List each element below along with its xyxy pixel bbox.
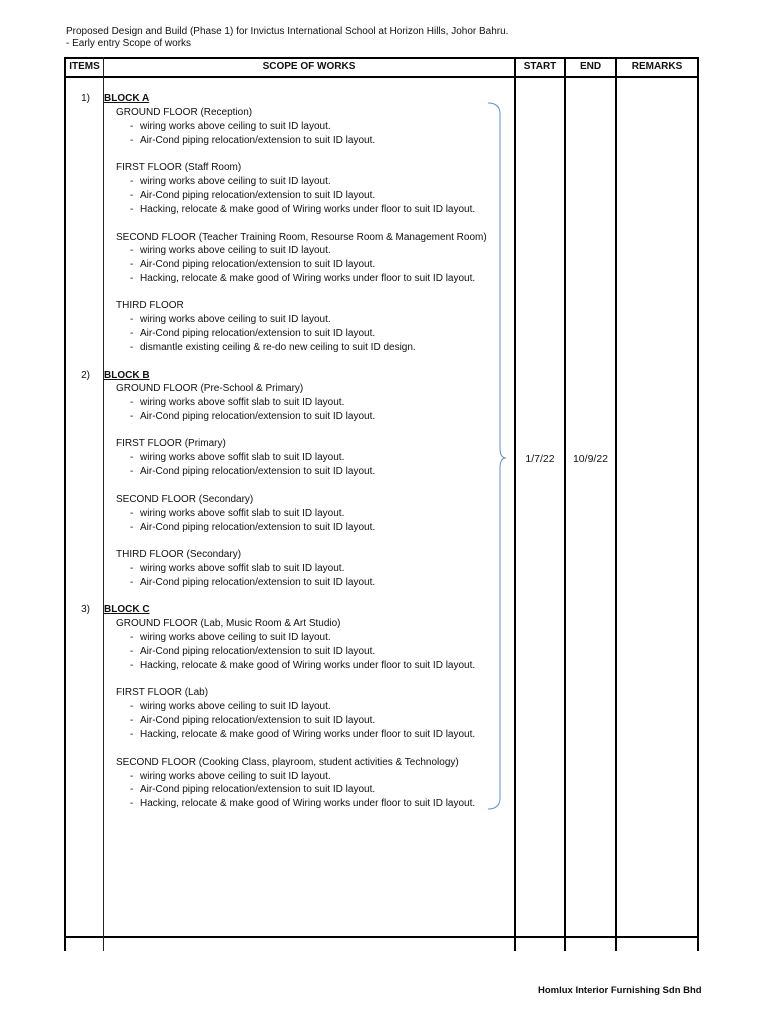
table-left-border (64, 57, 66, 951)
items-col-divider (103, 57, 104, 951)
floor-title: GROUND FLOOR (Lab, Music Room & Art Studio) (116, 618, 341, 629)
work-item: - Air-Cond piping relocation/extension to suit ID layout. (130, 715, 376, 726)
col-header-end: END (579, 61, 602, 72)
bullet-dash: - (130, 798, 134, 809)
floor-title: SECOND FLOOR (Secondary) (116, 494, 254, 505)
bullet-dash: - (130, 646, 134, 657)
bullet-dash: - (130, 701, 134, 712)
bullet-dash: - (130, 204, 134, 215)
bullet-dash: - (130, 342, 134, 353)
work-item: - dismantle existing ceiling & re-do new ceiling to suit ID design. (130, 342, 416, 353)
work-item: - Air-Cond piping relocation/extension to suit ID layout. (130, 411, 376, 422)
table-right-border (697, 57, 699, 951)
end-col-divider (615, 57, 617, 951)
work-item: - Air-Cond piping relocation/extension to suit ID layout. (130, 784, 376, 795)
bullet-dash: - (130, 522, 134, 533)
work-item: - wiring works above soffit slab to suit ID layout. (130, 563, 345, 574)
floor-title: THIRD FLOOR (Secondary) (116, 549, 242, 560)
floor-title: GROUND FLOOR (Reception) (116, 107, 253, 118)
bullet-dash: - (130, 121, 134, 132)
work-item: - Air-Cond piping relocation/extension to suit ID layout. (130, 466, 376, 477)
end-date: 10/9/22 (572, 453, 609, 465)
bullet-dash: - (130, 176, 134, 187)
document-subtitle: - Early entry Scope of works (66, 38, 192, 49)
floor-title: FIRST FLOOR (Primary) (116, 438, 226, 449)
work-item: - Air-Cond piping relocation/extension to suit ID layout. (130, 577, 376, 588)
bullet-dash: - (130, 771, 134, 782)
work-item: - Hacking, relocate & make good of Wiring works under floor to suit ID layout. (130, 273, 476, 284)
col-header-start: START (523, 61, 557, 72)
table-header-border (64, 76, 699, 78)
work-item: - wiring works above ceiling to suit ID layout. (130, 245, 331, 256)
company-footer: Homlux Interior Furnishing Sdn Bhd (538, 985, 702, 996)
bullet-dash: - (130, 563, 134, 574)
bullet-dash: - (130, 397, 134, 408)
work-item: - wiring works above ceiling to suit ID layout. (130, 632, 331, 643)
bullet-dash: - (130, 660, 134, 671)
document-title: Proposed Design and Build (Phase 1) for Invictus International School at Horizon Hills, Johor Bahru. (66, 26, 509, 37)
brace-icon (482, 100, 506, 812)
work-item: - Air-Cond piping relocation/extension to suit ID layout. (130, 135, 376, 146)
bullet-dash: - (130, 729, 134, 740)
bullet-dash: - (130, 190, 134, 201)
bullet-dash: - (130, 314, 134, 325)
work-item: - Air-Cond piping relocation/extension to suit ID layout. (130, 190, 376, 201)
item-number: 3) (81, 604, 90, 615)
bullet-dash: - (130, 245, 134, 256)
bullet-dash: - (130, 784, 134, 795)
work-item: - Hacking, relocate & make good of Wiring works under floor to suit ID layout. (130, 204, 476, 215)
work-item: - wiring works above ceiling to suit ID layout. (130, 121, 331, 132)
work-item: - wiring works above ceiling to suit ID layout. (130, 176, 331, 187)
floor-title: GROUND FLOOR (Pre-School & Primary) (116, 383, 304, 394)
work-item: - wiring works above ceiling to suit ID layout. (130, 701, 331, 712)
work-item: - wiring works above ceiling to suit ID layout. (130, 314, 331, 325)
work-item: - wiring works above soffit slab to suit ID layout. (130, 508, 345, 519)
bullet-dash: - (130, 452, 134, 463)
work-item: - Air-Cond piping relocation/extension to suit ID layout. (130, 328, 376, 339)
start-date: 1/7/22 (525, 453, 555, 465)
col-header-remarks: REMARKS (631, 61, 683, 72)
bullet-dash: - (130, 466, 134, 477)
scope-col-divider (514, 57, 516, 951)
bullet-dash: - (130, 508, 134, 519)
work-item: - Air-Cond piping relocation/extension to suit ID layout. (130, 522, 376, 533)
bullet-dash: - (130, 715, 134, 726)
floor-title: SECOND FLOOR (Teacher Training Room, Resourse Room & Management Room) (116, 232, 487, 243)
block-heading: BLOCK C (104, 604, 150, 615)
work-item: - Hacking, relocate & make good of Wiring works under floor to suit ID layout. (130, 729, 476, 740)
work-item: - Hacking, relocate & make good of Wiring works under floor to suit ID layout. (130, 660, 476, 671)
bullet-dash: - (130, 411, 134, 422)
work-item: - wiring works above ceiling to suit ID layout. (130, 771, 331, 782)
table-top-border (64, 57, 699, 59)
col-header-scope: SCOPE OF WORKS (262, 61, 356, 72)
floor-title: FIRST FLOOR (Staff Room) (116, 162, 242, 173)
floor-title: FIRST FLOOR (Lab) (116, 687, 209, 698)
bullet-dash: - (130, 577, 134, 588)
bullet-dash: - (130, 328, 134, 339)
bullet-dash: - (130, 273, 134, 284)
work-item: - wiring works above soffit slab to suit ID layout. (130, 397, 345, 408)
work-item: - Air-Cond piping relocation/extension to suit ID layout. (130, 646, 376, 657)
floor-title: THIRD FLOOR (116, 300, 184, 311)
block-heading: BLOCK A (104, 93, 150, 104)
floor-title: SECOND FLOOR (Cooking Class, playroom, student activities & Technology) (116, 757, 459, 768)
work-item: - Air-Cond piping relocation/extension to suit ID layout. (130, 259, 376, 270)
table-bottom-border (64, 936, 699, 938)
item-number: 2) (81, 370, 90, 381)
col-header-items: ITEMS (69, 61, 100, 72)
work-item: - wiring works above soffit slab to suit ID layout. (130, 452, 345, 463)
bullet-dash: - (130, 135, 134, 146)
bullet-dash: - (130, 259, 134, 270)
start-col-divider (564, 57, 566, 951)
bullet-dash: - (130, 632, 134, 643)
block-heading: BLOCK B (104, 370, 150, 381)
item-number: 1) (81, 93, 90, 104)
work-item: - Hacking, relocate & make good of Wiring works under floor to suit ID layout. (130, 798, 476, 809)
